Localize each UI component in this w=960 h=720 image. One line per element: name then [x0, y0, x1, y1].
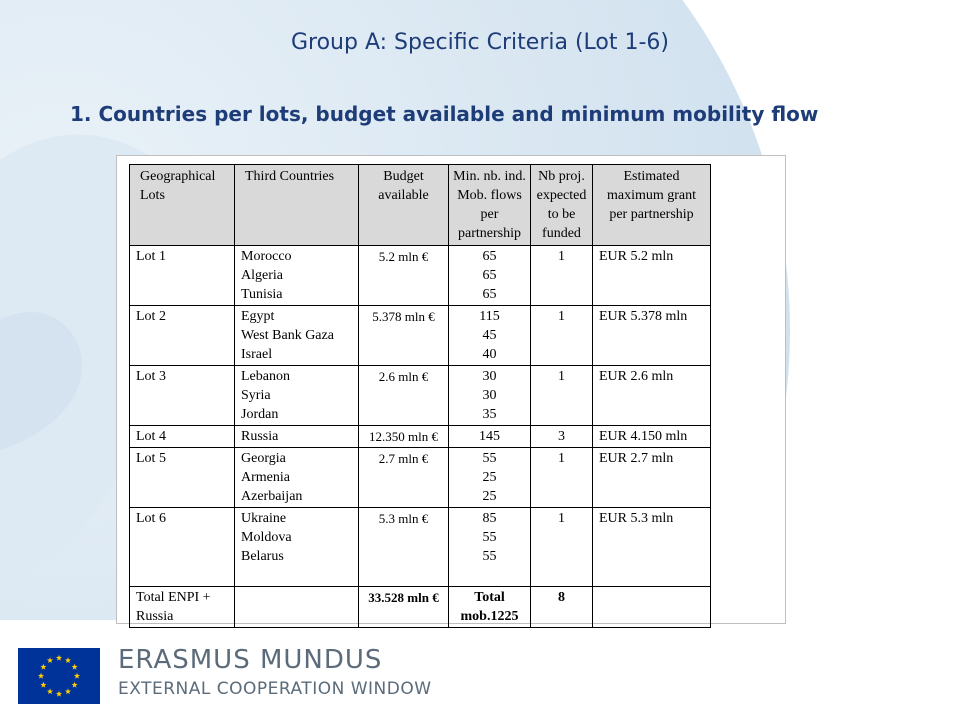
flow-value: 115 — [479, 309, 500, 324]
table-row — [130, 508, 711, 587]
country: Algeria — [241, 268, 283, 283]
flow-value: 35 — [482, 407, 497, 422]
eu-flag-icon — [18, 648, 100, 704]
flow-value: 30 — [482, 388, 497, 403]
flows-cell — [449, 246, 531, 306]
table-row — [130, 246, 711, 306]
flow-value: 25 — [482, 489, 497, 504]
header-min-flows: Min. nb. ind. Mob. flows per partnership — [449, 165, 531, 246]
total-countries-cell — [235, 587, 359, 628]
lot-cell: Lot 5 — [130, 448, 235, 508]
country: Morocco — [241, 249, 292, 264]
grant-cell: EUR 2.6 mln — [593, 366, 711, 426]
projects-cell: 3 — [531, 426, 593, 448]
flow-value: 85 — [482, 511, 497, 526]
projects-cell: 1 — [531, 448, 593, 508]
flow-value: 45 — [482, 328, 497, 343]
countries-cell — [235, 306, 359, 366]
header-budget: Budget available — [359, 165, 449, 246]
countries-cell — [235, 246, 359, 306]
country: Syria — [241, 388, 271, 403]
header-geographical-lots: Geographical Lots — [130, 165, 235, 246]
table-total-row — [130, 587, 711, 628]
country: Ukraine — [241, 511, 287, 526]
table-frame — [116, 155, 786, 624]
brand-subtitle: EXTERNAL COOPERATION WINDOW — [118, 679, 432, 699]
countries-cell — [235, 448, 359, 508]
flows-cell — [449, 448, 531, 508]
erasmus-mundus-logo — [118, 644, 432, 702]
flows-cell — [449, 426, 531, 448]
grant-cell: EUR 5.378 mln — [593, 306, 711, 366]
brand-title: ERASMUS MUNDUS — [118, 645, 383, 675]
budget-cell: 12.350 mln € — [359, 426, 449, 448]
country: Russia — [241, 429, 279, 444]
table-row — [130, 306, 711, 366]
budget-cell: 2.6 mln € — [359, 366, 449, 426]
projects-cell: 1 — [531, 246, 593, 306]
flow-value: 40 — [482, 347, 497, 362]
country: Tunisia — [241, 287, 283, 302]
grant-cell: EUR 2.7 mln — [593, 448, 711, 508]
flow-value: 65 — [482, 287, 497, 302]
lot-cell: Lot 1 — [130, 246, 235, 306]
projects-cell: 1 — [531, 306, 593, 366]
countries-cell — [235, 508, 359, 587]
table-header-row — [130, 165, 711, 246]
flow-value: 55 — [482, 530, 497, 545]
countries-cell — [235, 426, 359, 448]
total-label-cell: Total ENPI + Russia — [130, 587, 235, 628]
flow-value: 30 — [482, 369, 497, 384]
budget-cell: 5.378 mln € — [359, 306, 449, 366]
lot-cell: Lot 3 — [130, 366, 235, 426]
lot-cell: Lot 2 — [130, 306, 235, 366]
flow-value: 65 — [482, 268, 497, 283]
country: Lebanon — [241, 369, 290, 384]
country: Azerbaijan — [241, 489, 303, 504]
table-row — [130, 426, 711, 448]
lots-table — [129, 164, 711, 628]
lot-cell: Lot 6 — [130, 508, 235, 587]
table-row — [130, 448, 711, 508]
country: Israel — [241, 347, 273, 362]
flows-cell — [449, 366, 531, 426]
flow-value: 55 — [482, 451, 497, 466]
header-max-grant: Estimated maximum grant per partnership — [593, 165, 711, 246]
total-budget-cell: 33.528 mln € — [359, 587, 449, 628]
flow-value: 145 — [479, 429, 500, 444]
flows-cell — [449, 508, 531, 587]
country: Belarus — [241, 549, 284, 564]
total-projects-cell: 8 — [531, 587, 593, 628]
country: Armenia — [241, 470, 290, 485]
budget-cell: 5.2 mln € — [359, 246, 449, 306]
slide-title: Group A: Specific Criteria (Lot 1-6) — [290, 30, 670, 55]
grant-cell: EUR 5.2 mln — [593, 246, 711, 306]
flows-cell — [449, 306, 531, 366]
budget-cell: 2.7 mln € — [359, 448, 449, 508]
lot-cell: Lot 4 — [130, 426, 235, 448]
projects-cell: 1 — [531, 508, 593, 587]
total-grant-cell — [593, 587, 711, 628]
flow-value: 25 — [482, 470, 497, 485]
projects-cell: 1 — [531, 366, 593, 426]
grant-cell: EUR 4.150 mln — [593, 426, 711, 448]
country: Jordan — [241, 407, 279, 422]
country: Egypt — [241, 309, 275, 324]
header-nb-projects: Nb proj. expected to be funded — [531, 165, 593, 246]
country: West Bank Gaza — [241, 328, 334, 343]
flow-value: 65 — [482, 249, 497, 264]
total-flows-cell: Total mob.1225 — [449, 587, 531, 628]
country: Georgia — [241, 451, 286, 466]
budget-cell: 5.3 mln € — [359, 508, 449, 587]
flow-value: 55 — [482, 549, 497, 564]
countries-cell — [235, 366, 359, 426]
grant-cell: EUR 5.3 mln — [593, 508, 711, 587]
country: Moldova — [241, 530, 292, 545]
slide-subtitle: 1. Countries per lots, budget available and minimum mobility flow — [70, 102, 819, 126]
table-row — [130, 366, 711, 426]
header-third-countries: Third Countries — [235, 165, 359, 246]
